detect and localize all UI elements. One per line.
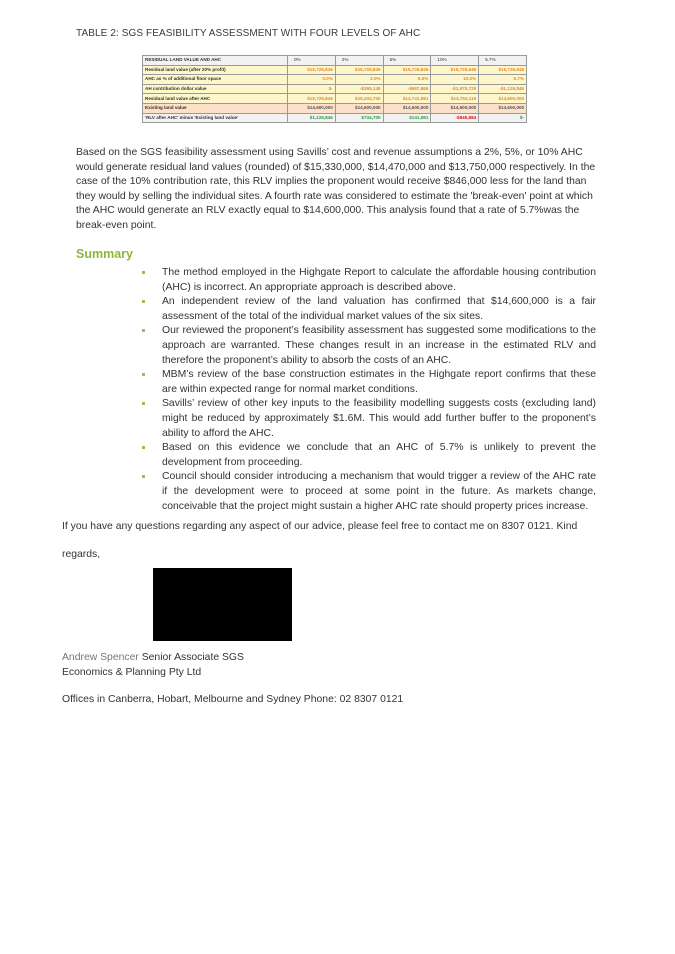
bullet-icon <box>142 300 145 303</box>
signatory-title: Senior Associate SGS <box>138 652 244 663</box>
table-cell: $- <box>479 113 527 123</box>
row-label: Residual land value after AHC <box>143 94 288 104</box>
row-label: Existing land value <box>143 103 288 113</box>
table-cell: 10.0% <box>431 75 479 85</box>
table-cell: $15,729,846 <box>431 65 479 75</box>
bullet-icon <box>142 373 145 376</box>
list-item <box>142 266 596 295</box>
table-cell: $14,600,000 <box>479 103 527 113</box>
list-item-text: The method employed in the Highgate Report to calculate the affordable housing contribution (AHC) is incorrect. An appropriate approach is described above. <box>162 267 596 293</box>
table-cell: -$395,146 <box>335 84 383 94</box>
table-row <box>143 65 527 75</box>
table-cell: -$845,884 <box>431 113 479 123</box>
list-item-text: Based on this evidence we conclude that an AHC of 5.7% is unlikely to prevent the development from proceeding. <box>162 442 596 468</box>
list-item <box>142 397 596 441</box>
bullet-icon <box>142 329 145 332</box>
table-cell: 5.0% <box>383 75 431 85</box>
table-row <box>143 84 527 94</box>
bullet-icon <box>142 446 145 449</box>
row-label: AHC as % of additional floor space <box>143 75 288 85</box>
table-cell: $14,600,000 <box>335 103 383 113</box>
table-cell: $14,600,000 <box>479 94 527 104</box>
table-row <box>143 113 527 123</box>
row-label: AH contribution dollar value <box>143 84 288 94</box>
table-cell: $14,600,000 <box>431 103 479 113</box>
list-item-text: An independent review of the land valuation has confirmed that $14,600,000 is a fair assessment of the total of the individual market values of the six sites. <box>162 296 596 322</box>
table-cell: -$987,865 <box>383 84 431 94</box>
list-item <box>142 441 596 470</box>
summary-heading: Summary <box>76 247 133 261</box>
column-header: 5% <box>383 56 431 66</box>
column-header: 5.7% <box>479 56 527 66</box>
list-item-text: Council should consider introducing a mechanism that would trigger a review of the AHC rate if the development were to proceed at some point in the future. As markets change, conceivable that the project might sustain a higher AHC rate should property prices increase. <box>162 471 596 512</box>
signatory-company: Economics & Planning Pty Ltd <box>62 666 202 678</box>
table-header-row <box>143 56 527 66</box>
table-cell: $141,981 <box>383 113 431 123</box>
column-header: 2% <box>335 56 383 66</box>
bullet-icon <box>142 402 145 405</box>
feasibility-paragraph: Based on the SGS feasibility assessment using Savills’ cost and revenue assumptions a 2%, 5%, or 10% AHC would generate residual land values (rounded) of $15,330,000, $14,470,000 and $13,750,000 respectively. In the case of the 10% contribution rate, this RLV implies the proponent would receive $846,000 less for the land than they would by selling the individual sites. A fourth rate was considered to estimate the 'break-even' point at which the AHC would generate an RLV exactly equal to $14,600,000. This analysis found that a rate of 5.7%was the break-even point. <box>76 147 596 231</box>
offices-line: Offices in Canberra, Hobart, Melbourne and Sydney Phone: 02 8307 0121 <box>62 694 404 705</box>
list-item <box>142 470 596 514</box>
bullet-icon <box>142 271 145 274</box>
table-cell: 0.0% <box>288 75 336 85</box>
column-header: 10% <box>431 56 479 66</box>
table-cell: $14,741,981 <box>383 94 431 104</box>
table-cell: $15,729,846 <box>288 65 336 75</box>
table-cell: $15,729,846 <box>335 65 383 75</box>
table-title: TABLE 2: SGS FEASIBILITY ASSESSMENT WITH FOUR LEVELS OF AHC <box>76 28 421 39</box>
regards-line: regards, <box>62 549 101 560</box>
list-item-text: MBM’s review of the base construction estimates in the Highgate report confirms that these are within expected range for normal market conditions. <box>162 369 596 395</box>
table-cell: $15,334,700 <box>335 94 383 104</box>
table-cell: 2.0% <box>335 75 383 85</box>
contact-line: If you have any questions regarding any aspect of our advice, please feel free to contact me on 8307 0121. Kind <box>62 521 578 532</box>
summary-list <box>142 266 596 514</box>
table-cell: $14,600,000 <box>383 103 431 113</box>
table-cell: $1,129,846 <box>288 113 336 123</box>
table-row <box>143 94 527 104</box>
list-item <box>142 368 596 397</box>
row-label: 'RLV after AHC' minus 'Existing land value' <box>143 113 288 123</box>
bullet-icon <box>142 475 145 478</box>
column-header: 0% <box>288 56 336 66</box>
list-item <box>142 295 596 324</box>
list-item-text: Savills’ review of other key inputs to the feasibility modelling suggests costs (excluding land) might be reduced by approximately $1.6M. This would add further buffer to the proponent’s ability to afford the AHC. <box>162 398 596 439</box>
list-item-text: Our reviewed the proponent’s feasibility assessment has suggested some modifications to the approach are warranted. These changes result in an increase in the estimated RLV and therefore the proponent’s ability to absorb the costs of an AHC. <box>162 325 596 366</box>
table-row <box>143 75 527 85</box>
table-header-label: RESIDUAL LAND VALUE AND AHC <box>143 56 288 66</box>
list-item <box>142 324 596 368</box>
table-cell: $13,754,116 <box>431 94 479 104</box>
table-cell: $14,600,000 <box>288 103 336 113</box>
ahc-feasibility-table <box>142 55 527 123</box>
table-cell: 5.7% <box>479 75 527 85</box>
table-cell: -$1,975,729 <box>431 84 479 94</box>
table-cell: $15,729,846 <box>383 65 431 75</box>
table-cell: -$1,129,846 <box>479 84 527 94</box>
table-row <box>143 103 527 113</box>
signatory-name: Andrew Spencer <box>62 652 139 663</box>
table-cell: $15,729,846 <box>479 65 527 75</box>
table-cell: $- <box>288 84 336 94</box>
redacted-signature <box>153 568 292 641</box>
table-cell: $15,729,846 <box>288 94 336 104</box>
row-label: Residual land value (after 20% profit) <box>143 65 288 75</box>
signatory-block <box>62 651 244 680</box>
table-cell: $734,700 <box>335 113 383 123</box>
